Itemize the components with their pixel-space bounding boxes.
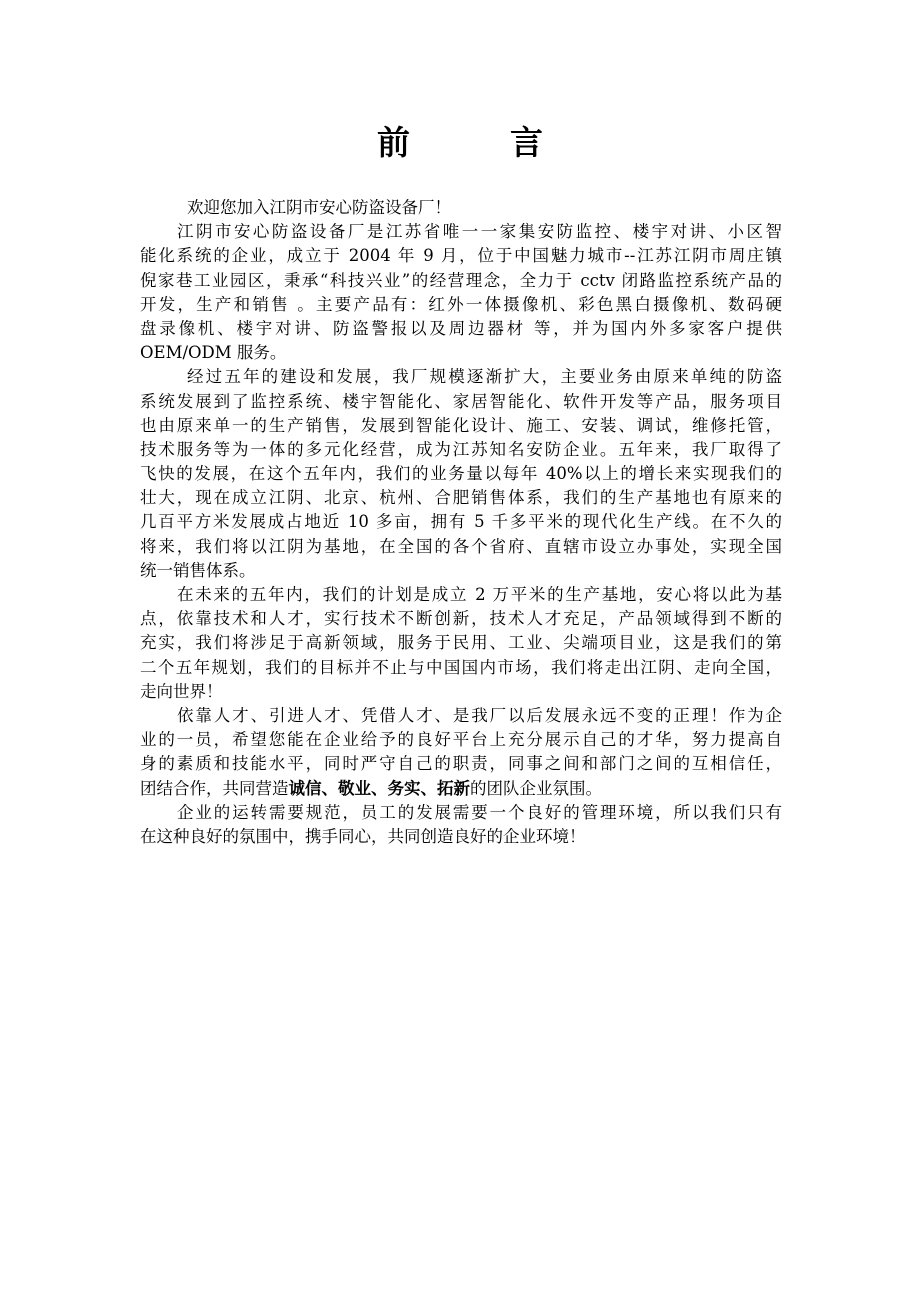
page-title — [0, 120, 920, 166]
paragraph-line: 点，依靠技术和人才，实行技术不断创新，技术人才充足，产品领域得到不断的 — [140, 609, 782, 629]
paragraph-line: 能化系统的企业，成立于 2004 年 9 月，位于中国魅力城市--江苏江阴市周庄镇 — [140, 246, 782, 266]
paragraph-line: 江阴市安心防盗设备厂是江苏省唯一一家集安防监控、楼宇对讲、小区智 — [177, 222, 782, 242]
title-char-1: 前 — [377, 123, 410, 162]
paragraph-line: 在这种良好的氛围中，携手同心，共同创造良好的企业环境！ — [140, 826, 586, 846]
paragraph-line: 也由原来单一的生产销售，发展到智能化设计、施工、安装、调试，维修托管， — [140, 415, 782, 435]
paragraph-line: 充实，我们将涉足于高新领域，服务于民用、工业、尖端项目业，这是我们的第 — [140, 633, 782, 653]
paragraph-future-plan — [140, 583, 782, 704]
paragraph-line: 在未来的五年内，我们的计划是成立 2 万平米的生产基地，安心将以此为基 — [177, 585, 782, 604]
paragraph-line: 走向世界！ — [140, 681, 223, 701]
paragraph-text: 团结合作，共同营造 — [140, 778, 289, 798]
paragraph-line: 身的素质和技能水平，同时严守自己的职责，同事之间和部门之间的互相信任， — [140, 754, 782, 774]
paragraph-line: 统一销售体系。 — [140, 560, 256, 580]
paragraph-line: 系统发展到了监控系统、楼宇智能化、家居智能化、软件开发等产品，服务项目 — [140, 391, 782, 411]
paragraph-text: 的团队企业氛围。 — [470, 778, 602, 798]
paragraph-closing — [140, 801, 782, 849]
paragraph-talent — [140, 704, 782, 801]
paragraph-company-intro — [140, 220, 782, 365]
core-values-bold: 诚信、敬业、务实、拓新 — [288, 778, 470, 798]
paragraph-development — [140, 365, 782, 583]
paragraph-line: 壮大，现在成立江阴、北京、杭州、合肥销售体系，我们的生产基地也有原来的 — [140, 488, 782, 508]
paragraph-line: 经过五年的建设和发展，我厂规模逐渐扩大，主要业务由原来单纯的防盗 — [187, 367, 782, 387]
paragraph-line: 开发，生产和销售 。主要产品有：红外一体摄像机、彩色黑白摄像机、数码硬 — [140, 294, 782, 314]
paragraph-line: 企业的运转需要规范，员工的发展需要一个良好的管理环境，所以我们只有 — [177, 802, 782, 822]
greeting-line: 欢迎您加入江阴市安心防盗设备厂！ — [187, 198, 451, 217]
paragraph-line: 将来，我们将以江阴为基地，在全国的各个省府、直辖市设立办事处，实现全国 — [140, 536, 782, 556]
document-body — [140, 196, 782, 849]
paragraph-line: 技术服务等为一体的多元化经营，成为江苏知名安防企业。五年来，我厂取得了 — [140, 439, 782, 459]
paragraph-line: OEM/ODM 服务。 — [140, 343, 287, 363]
paragraph-line: 业的一员，希望您能在企业给予的良好平台上充分展示自己的才华，努力提高自 — [140, 730, 782, 750]
paragraph-line: 几百平方米发展成占地近 10 多亩，拥有 5 千多平米的现代化生产线。在不久的 — [140, 512, 782, 532]
paragraph-line: 二个五年规划，我们的目标并不止与中国国内市场，我们将走出江阴、走向全国， — [140, 657, 782, 677]
paragraph-line: 盘录像机、楼宇对讲、防盗警报以及周边器材 等，并为国内外多家客户提供 — [140, 318, 782, 338]
paragraph-line: 飞快的发展，在这个五年内，我们的业务量以每年 40%以上的增长来实现我们的 — [140, 464, 782, 484]
paragraph-line — [140, 777, 782, 801]
paragraph-line: 依靠人才、引进人才、凭借人才、是我厂以后发展永远不变的正理！作为企 — [177, 705, 782, 725]
title-char-2: 言 — [510, 123, 543, 162]
paragraph-line: 倪家巷工业园区，秉承“科技兴业”的经营理念，全力于 cctv 闭路监控系统产品的 — [140, 270, 782, 290]
